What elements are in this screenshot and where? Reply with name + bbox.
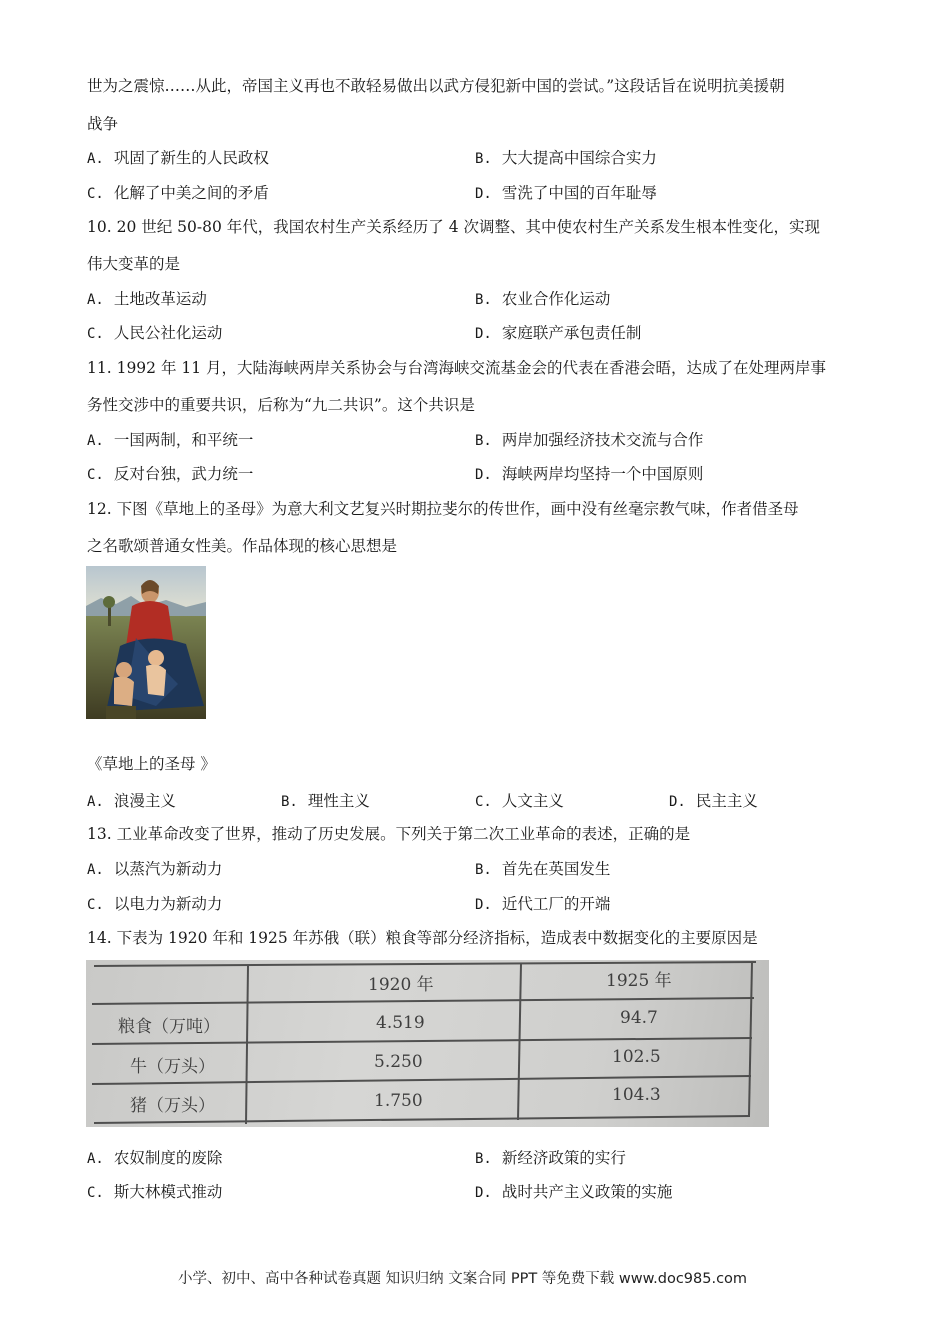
q9-stem-line1: 世为之震惊……从此，帝国主义再也不敢轻易做出以武方侵犯新中国的尝试。”这段话旨在说明抗美援朝 [87, 77, 785, 95]
table-row-grain-label: 粮食（万吨） [118, 1017, 220, 1037]
madonna-meadow-painting [86, 566, 206, 719]
table-row-cattle-1925: 102.5 [612, 1047, 661, 1067]
table-header-1920: 1920 年 [368, 975, 434, 995]
q11-option-a: A. 一国两制，和平统一 [87, 431, 254, 449]
table-row-grain-1920: 4.519 [376, 1013, 425, 1033]
q13-option-b: B. 首先在英国发生 [475, 860, 611, 878]
q12-stem-line1: 12. 下图《草地上的圣母》为意大利文艺复兴时期拉斐尔的传世作，画中没有丝毫宗教气味，作者借圣母 [87, 500, 799, 518]
table-row-pig-1925: 104.3 [612, 1085, 661, 1105]
q11-option-d: D. 海峡两岸均坚持一个中国原则 [475, 465, 704, 483]
page-footer: 小学、初中、高中各种试卷真题 知识归纳 文案合同 PPT 等免费下载 www.doc985.com [178, 1271, 748, 1287]
q11-option-b: B. 两岸加强经济技术交流与合作 [475, 431, 704, 449]
q13-option-a: A. 以蒸汽为新动力 [87, 860, 223, 878]
q12-option-c: C. 人文主义 [475, 792, 564, 810]
q11-option-c: C. 反对台独，武力统一 [87, 465, 254, 483]
table-row-grain-1925: 94.7 [620, 1008, 658, 1028]
q14-option-c: C. 斯大林模式推动 [87, 1183, 223, 1201]
table-row-cattle-1920: 5.250 [374, 1052, 423, 1072]
q10-stem-line1: 10. 20 世纪 50-80 年代，我国农村生产关系经历了 4 次调整、其中使农村生产关系发生根本性变化，实现 [87, 218, 820, 236]
q14-option-b: B. 新经济政策的实行 [475, 1149, 626, 1167]
q12-option-d: D. 民主主义 [669, 792, 758, 810]
q9-stem-line2: 战争 [87, 115, 119, 133]
q12-option-a: A. 浪漫主义 [87, 792, 176, 810]
table-row-pig-label: 猪（万头） [130, 1096, 215, 1116]
q9-option-b: B. 大大提高中国综合实力 [475, 149, 657, 167]
q9-option-c: C. 化解了中美之间的矛盾 [87, 184, 269, 202]
q14-stem-line1: 14. 下表为 1920 年和 1925 年苏俄（联）粮食等部分经济指标，造成表中数据变化的主要原因是 [87, 929, 758, 947]
table-header-1925: 1925 年 [606, 971, 672, 991]
q9-option-a: A. 巩固了新生的人民政权 [87, 149, 269, 167]
q14-option-a: A. 农奴制度的废除 [87, 1149, 223, 1167]
q12-stem-line2: 之名歌颂普通女性美。作品体现的核心思想是 [87, 537, 398, 555]
q13-stem-line1: 13. 工业革命改变了世界，推动了历史发展。下列关于第二次工业革命的表述，正确的是 [87, 825, 691, 843]
q12-option-b: B. 理性主义 [281, 792, 370, 810]
q13-option-d: D. 近代工厂的开端 [475, 895, 611, 913]
table-row-cattle-label: 牛（万头） [130, 1057, 215, 1077]
q10-option-d: D. 家庭联产承包责任制 [475, 324, 642, 342]
q9-option-d: D. 雪洗了中国的百年耻辱 [475, 184, 657, 202]
q13-option-c: C. 以电力为新动力 [87, 895, 223, 913]
q10-stem-line2: 伟大变革的是 [87, 255, 181, 273]
q14-option-d: D. 战时共产主义政策的实施 [475, 1183, 673, 1201]
q10-option-a: A. 土地改革运动 [87, 290, 207, 308]
q11-stem-line1: 11. 1992 年 11 月，大陆海峡两岸关系协会与台湾海峡交流基金会的代表在香港会晤，达成了在处理两岸事 [87, 359, 827, 377]
q10-option-c: C. 人民公社化运动 [87, 324, 223, 342]
table-row-pig-1920: 1.750 [374, 1091, 423, 1111]
q10-option-b: B. 农业合作化运动 [475, 290, 611, 308]
painting-caption: 《草地上的圣母 》 [87, 755, 216, 773]
q11-stem-line2: 务性交涉中的重要共识，后称为“九二共识”。这个共识是 [87, 396, 475, 414]
economic-indicators-table-photo [86, 960, 769, 1127]
